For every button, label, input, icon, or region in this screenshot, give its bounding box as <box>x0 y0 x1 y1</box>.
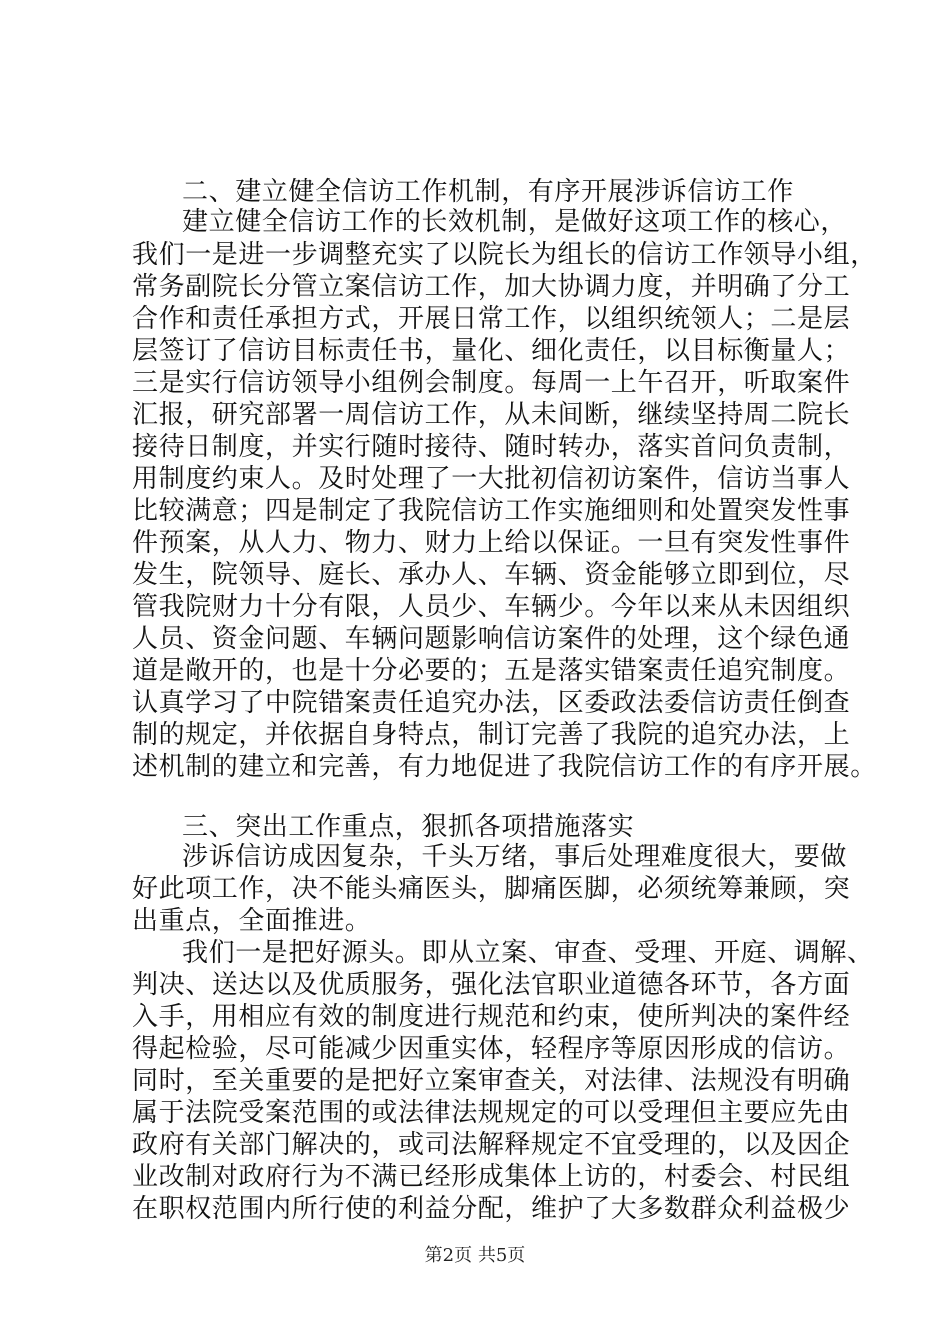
paragraph-line: 入手，用相应有效的制度进行规范和约束，使所判决的案件经 <box>132 1002 851 1032</box>
section-heading: 二、建立健全信访工作机制，有序开展涉诉信访工作 <box>182 177 794 207</box>
paragraph-line: 我们一是把好源头。即从立案、审查、受理、开庭、调解、 <box>182 938 874 968</box>
section-heading: 三、突出工作重点，狠抓各项措施落实 <box>182 812 635 842</box>
paragraph-line: 政府有关部门解决的，或司法解释规定不宜受理的，以及因企 <box>132 1130 851 1160</box>
paragraph-line: 比较满意；四是制定了我院信访工作实施细则和处置突发性事 <box>132 496 851 526</box>
paragraph-line: 道是敞开的，也是十分必要的；五是落实错案责任追究制度。 <box>132 656 851 686</box>
paragraph-line: 好此项工作，决不能头痛医头，脚痛医脚，必须统筹兼顾，突 <box>132 874 851 904</box>
paragraph-line: 涉诉信访成因复杂，千头万绪，事后处理难度很大，要做 <box>182 842 848 872</box>
paragraph-line: 在职权范围内所行使的利益分配，维护了大多数群众利益极少 <box>132 1194 851 1224</box>
paragraph-line: 接待日制度，并实行随时接待、随时转办，落实首问负责制， <box>132 432 851 462</box>
paragraph-line: 判决、送达以及优质服务，强化法官职业道德各环节，各方面 <box>132 970 851 1000</box>
paragraph-line: 同时，至关重要的是把好立案审查关，对法律、法规没有明确 <box>132 1066 851 1096</box>
paragraph-line: 制的规定，并依据自身特点，制订完善了我院的追究办法，上 <box>132 720 851 750</box>
paragraph-line: 得起检验，尽可能减少因重实体，轻程序等原因形成的信访。 <box>132 1034 851 1064</box>
paragraph-line: 件预案，从人力、物力、财力上给以保证。一旦有突发性事件 <box>132 528 851 558</box>
paragraph-line: 业改制对政府行为不满已经形成集体上访的，村委会、村民组 <box>132 1162 851 1192</box>
paragraph-line: 述机制的建立和完善，有力地促进了我院信访工作的有序开展。 <box>132 752 877 782</box>
page-footer: 第2页 共5页 <box>424 1245 526 1266</box>
paragraph-line: 层签订了信访目标责任书，量化、细化责任，以目标衡量人； <box>132 336 851 366</box>
paragraph-line: 用制度约束人。及时处理了一大批初信初访案件，信访当事人 <box>132 464 851 494</box>
paragraph-line: 人员、资金问题、车辆问题影响信访案件的处理，这个绿色通 <box>132 624 851 654</box>
paragraph-line: 建立健全信访工作的长效机制，是做好这项工作的核心， <box>182 207 848 237</box>
paragraph-line: 出重点，全面推进。 <box>132 906 372 936</box>
paragraph-line: 我们一是进一步调整充实了以院长为组长的信访工作领导小组， <box>132 240 877 270</box>
paragraph-line: 合作和责任承担方式，开展日常工作，以组织统领人；二是层 <box>132 304 851 334</box>
paragraph-line: 汇报，研究部署一周信访工作，从未间断，继续坚持周二院长 <box>132 400 851 430</box>
paragraph-line: 常务副院长分管立案信访工作，加大协调力度，并明确了分工 <box>132 272 851 302</box>
paragraph-line: 认真学习了中院错案责任追究办法，区委政法委信访责任倒查 <box>132 688 851 718</box>
paragraph-line: 发生，院领导、庭长、承办人、车辆、资金能够立即到位，尽 <box>132 560 851 590</box>
paragraph-line: 三是实行信访领导小组例会制度。每周一上午召开，听取案件 <box>132 368 851 398</box>
paragraph-line: 属于法院受案范围的或法律法规规定的可以受理但主要应先由 <box>132 1098 851 1128</box>
paragraph-line: 管我院财力十分有限，人员少、车辆少。今年以来从未因组织 <box>132 592 851 622</box>
